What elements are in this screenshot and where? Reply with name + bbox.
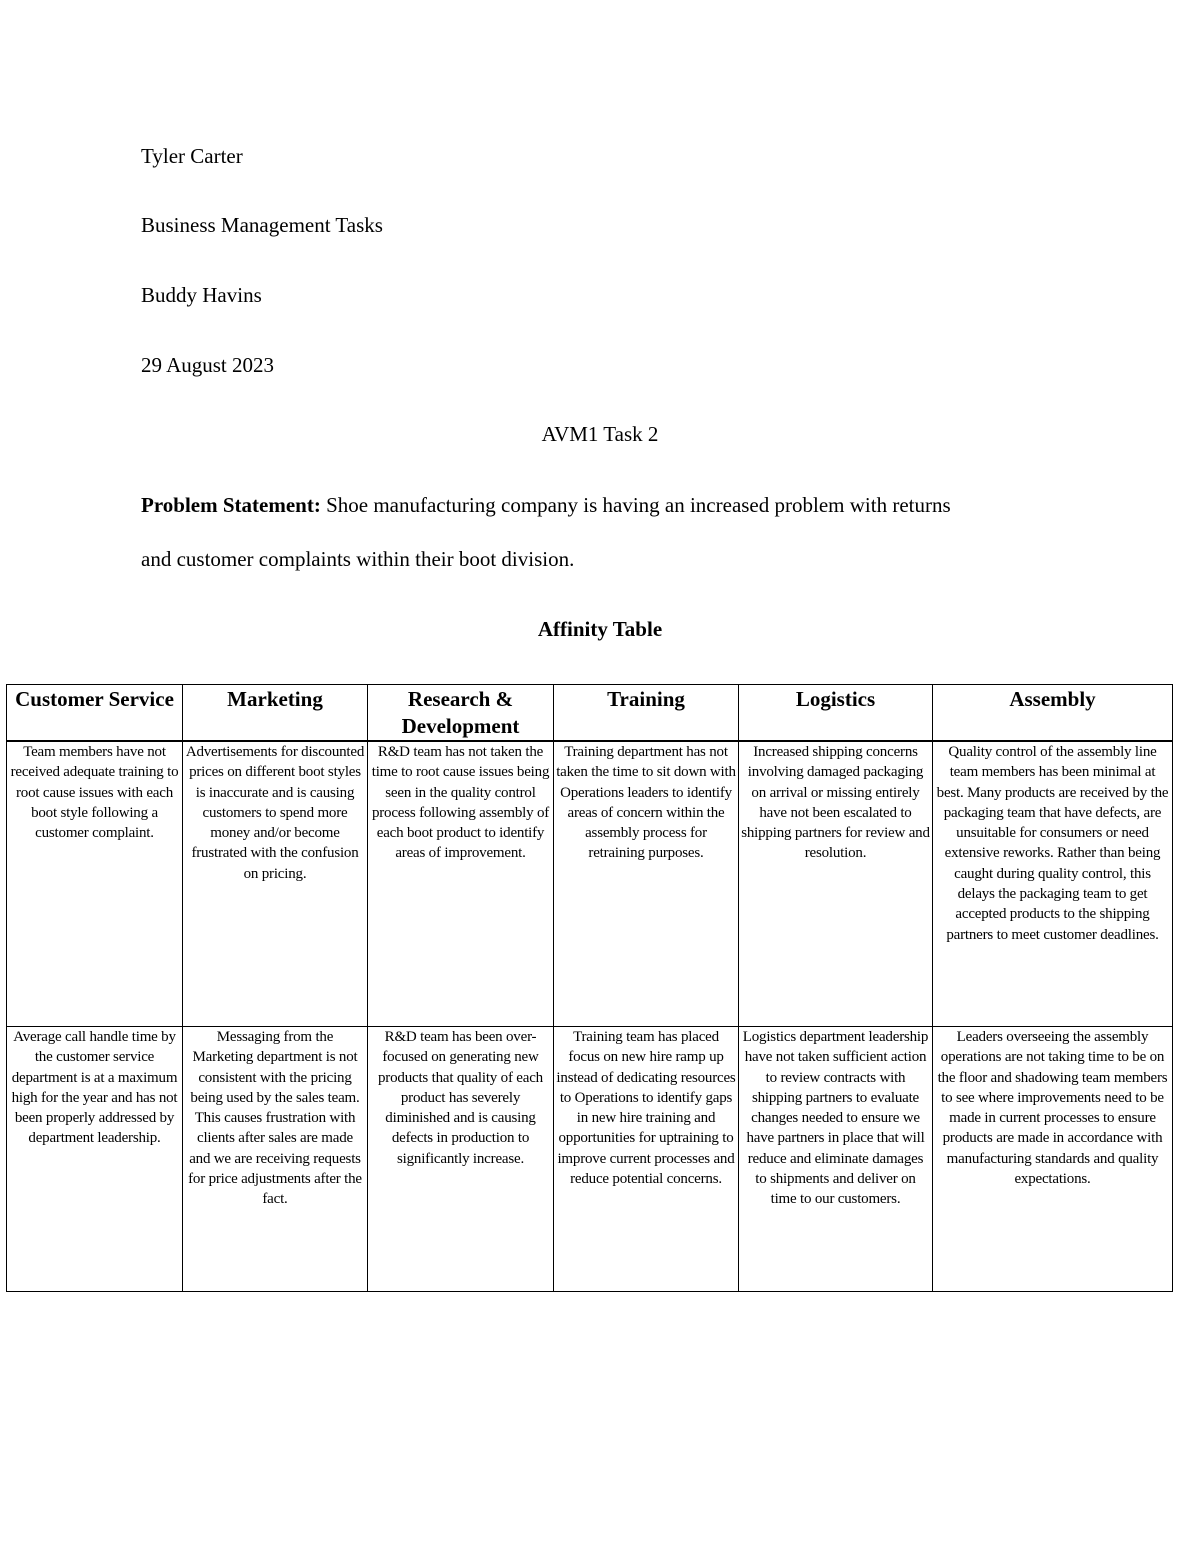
table-row [7,741,1173,1027]
problem-statement-line2: and customer complaints within their boot division. [141,547,575,571]
header-training: Training [554,685,739,742]
table-row [7,1027,1173,1292]
table-cell: Team members have not received adequate training to root cause issues with each boot style following a customer complaint. [7,741,183,1027]
table-cell: R&D team has been over-focused on generating new products that quality of each product has severely diminished and is causing defects in production to significantly increase. [368,1027,554,1292]
table-cell: Quality control of the assembly line team members has been minimal at best. Many products are received by the packaging team that have defects, are unsuitable for consumers or need extensive reworks. Rather than being caught during quality control, this delays the packaging team to get accepted products to the shipping partners to meet customer deadlines. [933,741,1173,1027]
table-cell: Increased shipping concerns involving damaged packaging on arrival or missing entirely have not been escalated to shipping partners for review and resolution. [739,741,933,1027]
header-logistics: Logistics [739,685,933,742]
table-cell: Leaders overseeing the assembly operations are not taking time to be on the floor and shadowing team members to see where improvements need to be made in current processes to ensure products are made in accordance with manufacturing standards and quality expectations. [933,1027,1173,1292]
problem-statement-line1 [141,492,951,518]
table-cell: Average call handle time by the customer service department is at a maximum high for the year and has not been properly addressed by department leadership. [7,1027,183,1292]
document-date: 29 August 2023 [141,353,275,377]
table-cell: Training department has not taken the time to sit down with Operations leaders to identify areas of concern within the assembly process for retraining purposes. [554,741,739,1027]
header-research-development: Research & Development [368,685,554,742]
table-header-row [7,685,1173,742]
table-title: Affinity Table [537,617,663,641]
header-marketing: Marketing [183,685,368,742]
table-cell: R&D team has not taken the time to root cause issues being seen in the quality control process following assembly of each boot product to identify areas of improvement. [368,741,554,1027]
table-cell: Training team has placed focus on new hire ramp up instead of dedicating resources to Operations to identify gaps in new hire training and opportunities for uptraining to improve current processes and reduce potential concerns. [554,1027,739,1292]
table-cell: Advertisements for discounted prices on different boot styles is inaccurate and is causing customers to spend more money and/or become frustrated with the confusion on pricing. [183,741,368,1027]
problem-statement-label: Problem Statement: [141,493,321,517]
table-cell: Messaging from the Marketing department is not consistent with the pricing being used by the sales team. This causes frustration with clients after sales are made and we are receiving requests for price adjustments after the fact. [183,1027,368,1292]
table-cell: Logistics department leadership have not taken sufficient action to review contracts with shipping partners to evaluate changes needed to ensure we have partners in place that will reduce and eliminate damages to shipments and deliver on time to our customers. [739,1027,933,1292]
course-name: Business Management Tasks [141,213,383,237]
header-customer-service: Customer Service [7,685,183,742]
header-assembly: Assembly [933,685,1173,742]
document-title: AVM1 Task 2 [541,422,659,446]
author-name: Tyler Carter [141,144,243,168]
instructor-name: Buddy Havins [141,283,262,307]
problem-statement-text: Shoe manufacturing company is having an increased problem with returns [326,493,951,517]
affinity-table [6,684,1173,1292]
